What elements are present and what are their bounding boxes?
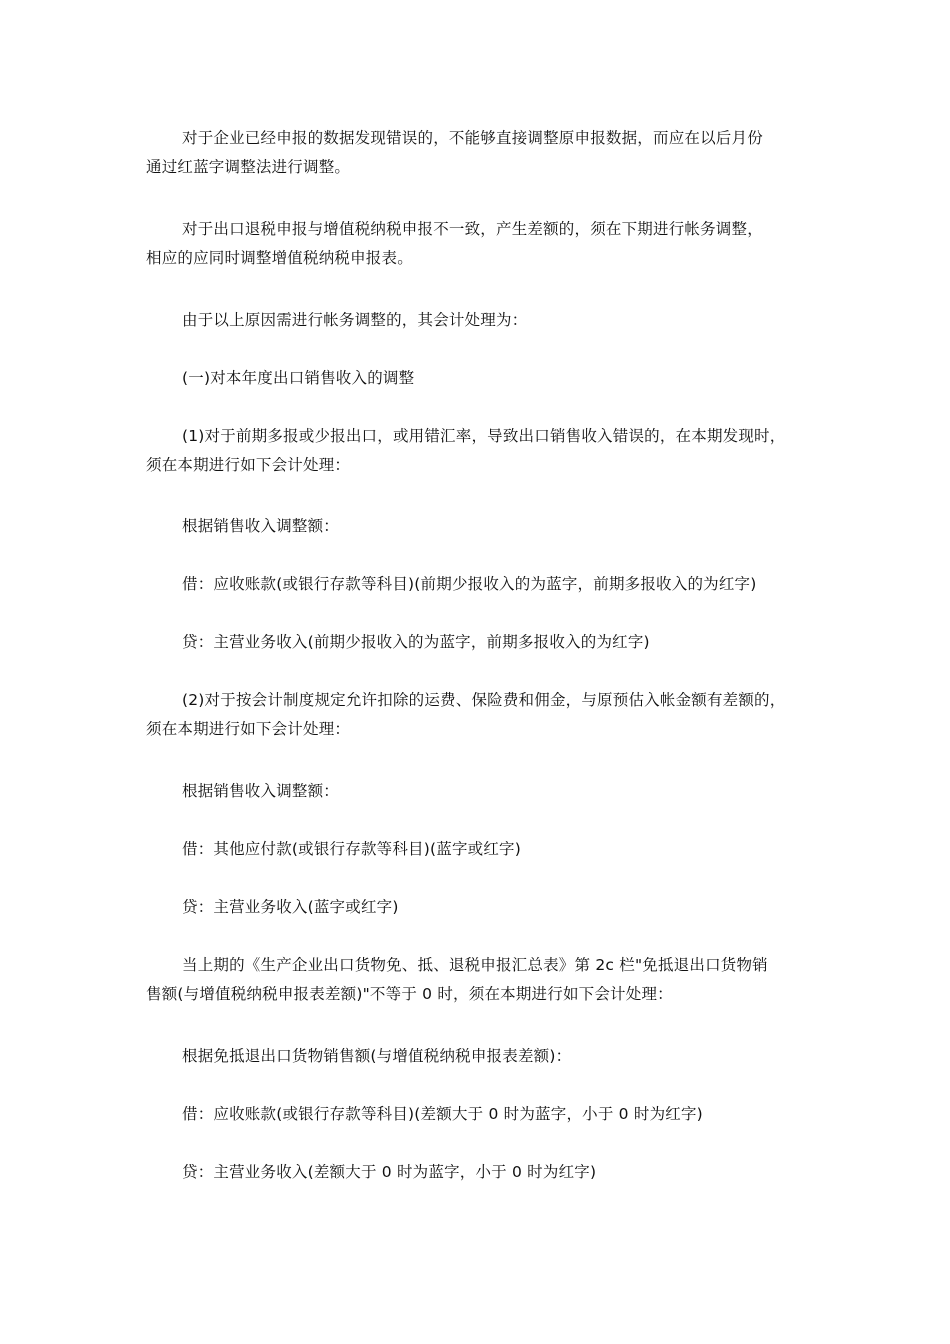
text-line: 借：应收账款(或银行存款等科目)(差额大于 0 时为蓝字，小于 0 时为红字) [182,1105,703,1123]
text-line: 售额(与增值税纳税申报表差额)"不等于 0 时，须在本期进行如下会计处理： [146,985,673,1003]
text-line: (2)对于按会计制度规定允许扣除的运费、保险费和佣金，与原预估入帐金额有差额的， [182,691,786,709]
paragraph-credit-entry [146,1158,811,1187]
paragraph-adjustment-basis [146,777,811,806]
text-line: 当上期的《生产企业出口货物免、抵、退税申报汇总表》第 2c 栏"免抵退出口货物销 [182,956,768,974]
text-line: 借：应收账款(或银行存款等科目)(前期少报收入的为蓝字，前期多报收入的为红字) [182,575,757,593]
text-line: 须在本期进行如下会计处理： [146,456,351,474]
text-line: 相应的应同时调整增值税纳税申报表。 [146,249,413,267]
text-line: 贷：主营业务收入(前期少报收入的为蓝字，前期多报收入的为红字) [182,633,650,651]
paragraph-adjustment-basis [146,512,811,541]
text-line: 对于企业已经申报的数据发现错误的，不能够直接调整原申报数据，而应在以后月份 [182,129,763,147]
paragraph-debit-entry [146,570,811,599]
paragraph-item-2 [146,686,811,744]
paragraph-accounting-intro [146,306,811,335]
paragraph-discrepancy [146,215,811,273]
text-line: 借：其他应付款(或银行存款等科目)(蓝字或红字) [182,840,521,858]
paragraph-error-correction [146,124,811,182]
text-line: 贷：主营业务收入(蓝字或红字) [182,898,399,916]
paragraph-credit-entry [146,628,811,657]
text-line: 贷：主营业务收入(差额大于 0 时为蓝字，小于 0 时为红字) [182,1163,597,1181]
paragraph-debit-entry [146,835,811,864]
paragraph-adjustment-basis [146,1042,811,1071]
section-heading-current-year [146,364,811,393]
text-line: 根据销售收入调整额： [182,517,340,535]
paragraph-item-1 [146,422,811,480]
text-line: (1)对于前期多报或少报出口，或用错汇率，导致出口销售收入错误的，在本期发现时， [182,427,786,445]
paragraph-credit-entry [146,893,811,922]
paragraph-prior-period-summary [146,951,811,1009]
text-line: 须在本期进行如下会计处理： [146,720,351,738]
text-line: 根据销售收入调整额： [182,782,340,800]
text-line: 通过红蓝字调整法进行调整。 [146,158,351,176]
paragraph-debit-entry [146,1100,811,1129]
text-line: 根据免抵退出口货物销售额(与增值税纳税申报表差额)： [182,1047,572,1065]
text-line: (一)对本年度出口销售收入的调整 [182,369,415,387]
text-line: 对于出口退税申报与增值税纳税申报不一致，产生差额的，须在下期进行帐务调整， [182,220,763,238]
text-line: 由于以上原因需进行帐务调整的，其会计处理为： [182,311,528,329]
